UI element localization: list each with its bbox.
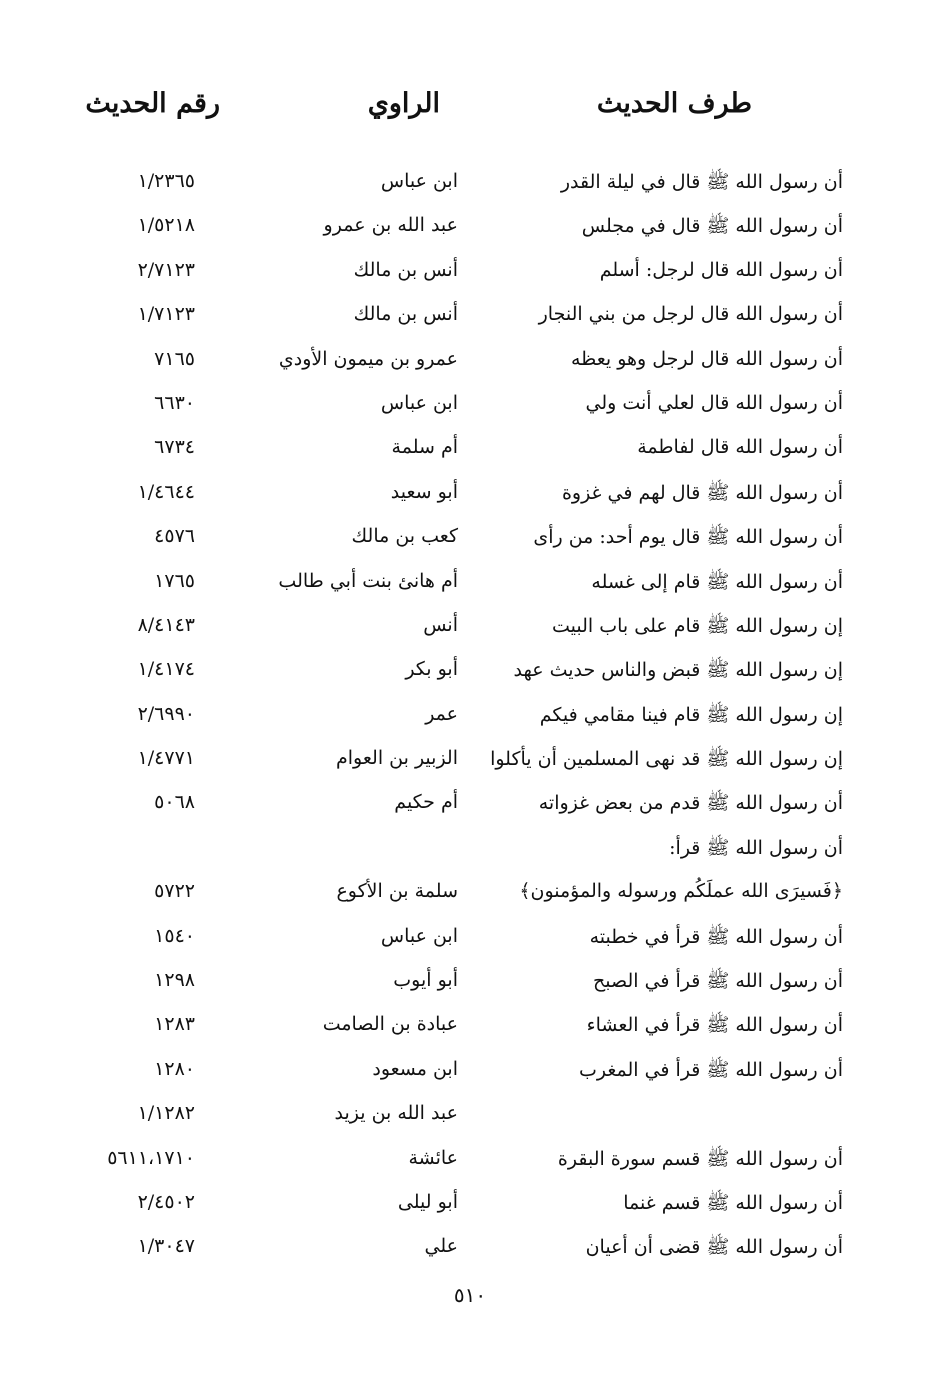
rawi-cell: ابن مسعود [372, 1057, 458, 1080]
table-row [0, 1141, 940, 1185]
hadith-cell: إن رسول الله ﷺ قام فينا مقامي فيكم [539, 703, 843, 726]
rawi-cell: أنس بن مالك [353, 258, 458, 281]
hadith-cell: أن رسول الله ﷺ قسم سورة البقرة [557, 1147, 843, 1170]
number-cell: ٤٥٧٦ [154, 525, 195, 548]
hadith-cell: أن رسول الله ﷺ قدم من بعض غزواته [538, 792, 843, 815]
number-cell: ١٢٨٠ [154, 1057, 195, 1080]
table-row [0, 564, 940, 608]
table-row [0, 608, 940, 652]
table-row [0, 386, 940, 430]
rawi-cell: ابن عباس [380, 924, 458, 947]
rawi-cell: الزبير بن العوام [336, 747, 458, 770]
number-cell: ٨/٤١٤٣ [137, 613, 195, 636]
hadith-cell: ﴿فَسيرَى الله عملَكُم ورسوله والمؤمنون﴾ [519, 880, 843, 903]
rawi-cell: أبو سعيد [390, 480, 458, 503]
rawi-cell: عبد الله بن عمرو [323, 214, 458, 237]
number-cell: ٥٧٢٢ [154, 880, 195, 903]
number-cell: ٢/٤٥٠٢ [137, 1190, 195, 1213]
hadith-cell: أن رسول الله ﷺ قرأ: [669, 836, 843, 859]
header-hadith: طرف الحديث [596, 88, 752, 119]
hadith-cell: أن رسول الله ﷺ قرأ في العشاء [586, 1014, 843, 1037]
number-cell: ١/٥٢١٨ [137, 214, 195, 237]
rawi-cell: أم هانئ بنت أبي طالب [278, 569, 458, 592]
hadith-cell: أن رسول الله ﷺ قرأ في الصبح [593, 970, 843, 993]
hadith-cell: أن رسول الله قال لرجل من بني النجار [538, 303, 843, 326]
number-cell: ٥٦١١،١٧١٠ [107, 1146, 195, 1169]
table-row [0, 785, 940, 829]
number-cell: ٥٠٦٨ [154, 791, 195, 814]
rawi-cell: أبو بكر [405, 658, 458, 681]
table-row [0, 297, 940, 341]
rawi-cell: ابن عباس [380, 391, 458, 414]
hadith-cell: أن رسول الله ﷺ قضى أن أعيان [585, 1236, 843, 1259]
number-cell: ١٧٦٥ [154, 569, 195, 592]
number-cell: ١٢٩٨ [154, 969, 195, 992]
number-cell: ١/٧١٢٣ [137, 303, 195, 326]
number-cell: ١/٤٦٤٤ [137, 480, 195, 503]
number-cell: ١/٤٧٧١ [137, 747, 195, 770]
hadith-cell: أن رسول الله قال لفاطمة [637, 436, 843, 459]
table-row [0, 1007, 940, 1051]
hadith-index-table [0, 164, 940, 1274]
rawi-cell: أنس [423, 613, 458, 636]
table-row [0, 253, 940, 297]
rawi-cell: كعب بن مالك [351, 525, 458, 548]
rawi-cell: أنس بن مالك [353, 303, 458, 326]
number-cell: ١/٤١٧٤ [137, 658, 195, 681]
table-row [0, 697, 940, 741]
table-row [0, 919, 940, 963]
number-cell: ٦٧٣٤ [154, 436, 195, 459]
rawi-cell: عمر [425, 702, 458, 725]
rawi-cell: أبو أيوب [393, 969, 458, 992]
table-row [0, 874, 940, 918]
hadith-cell: إن رسول الله ﷺ قد نهى المسلمين أن يأكلوا [490, 748, 843, 771]
page-number: ٥١٠ [453, 1283, 487, 1307]
table-row [0, 475, 940, 519]
rawi-cell: عبد الله بن يزيد [334, 1102, 458, 1125]
hadith-cell: أن رسول الله ﷺ قال لهم في غزوة [561, 481, 843, 504]
table-row [0, 1229, 940, 1273]
header-number: رقم الحديث [85, 88, 220, 119]
header-rawi: الراوي [367, 88, 440, 119]
hadith-cell: إن رسول الله ﷺ قبض والناس حديث عهد [513, 659, 843, 682]
number-cell: ١/٣٠٤٧ [137, 1235, 195, 1258]
table-row [0, 1185, 940, 1229]
number-cell: ١٢٨٣ [154, 1013, 195, 1036]
number-cell: ١/٢٣٦٥ [137, 170, 195, 192]
table-row [0, 519, 940, 563]
hadith-cell: أن رسول الله ﷺ قسم غنما [623, 1191, 843, 1214]
hadith-cell: إن رسول الله ﷺ قام على باب البيت [552, 614, 843, 637]
number-cell: ٦٦٣٠ [154, 391, 195, 414]
table-row [0, 342, 940, 386]
number-cell: ٢/٧١٢٣ [137, 258, 195, 281]
hadith-cell: أن رسول الله قال لعلي أنت ولي [585, 391, 843, 414]
table-row [0, 830, 940, 874]
rawi-cell: أبو ليلى [397, 1190, 458, 1213]
number-cell: ٧١٦٥ [154, 347, 195, 370]
table-row [0, 652, 940, 696]
table-row [0, 208, 940, 252]
table-header [0, 88, 940, 132]
table-row [0, 1096, 940, 1140]
number-cell: ١٥٤٠ [154, 924, 195, 947]
rawi-cell: ابن عباس [380, 170, 458, 192]
table-row [0, 963, 940, 1007]
hadith-cell: أن رسول الله ﷺ قال في ليلة القدر [560, 171, 843, 193]
rawi-cell: عبادة بن الصامت [322, 1013, 458, 1036]
hadith-cell: أن رسول الله ﷺ قال يوم أحد: من رأى [533, 526, 843, 549]
hadith-cell: أن رسول الله ﷺ قرأ في المغرب [578, 1058, 843, 1081]
rawi-cell: أم سلمة [391, 436, 458, 459]
hadith-cell: أن رسول الله ﷺ قال في مجلس [581, 215, 843, 238]
table-row [0, 430, 940, 474]
hadith-cell: أن رسول الله ﷺ قرأ في خطبته [589, 925, 843, 948]
hadith-cell: أن رسول الله قال لرجل وهو يعظه [570, 347, 843, 370]
rawi-cell: عائشة [408, 1146, 458, 1169]
table-row [0, 741, 940, 785]
hadith-cell: أن رسول الله ﷺ قام إلى غسله [591, 570, 843, 593]
table-row [0, 1052, 940, 1096]
rawi-cell: سلمة بن الأكوع [336, 880, 458, 903]
hadith-cell: أن رسول الله قال لرجل: أسلم [599, 258, 843, 281]
rawi-cell: عمرو بن ميمون الأودي [278, 347, 458, 370]
rawi-cell: أم حكيم [394, 791, 458, 814]
table-row [0, 164, 940, 208]
number-cell: ١/١٢٨٢ [137, 1102, 195, 1125]
number-cell: ٢/٦٩٩٠ [137, 702, 195, 725]
rawi-cell: علي [424, 1235, 458, 1258]
